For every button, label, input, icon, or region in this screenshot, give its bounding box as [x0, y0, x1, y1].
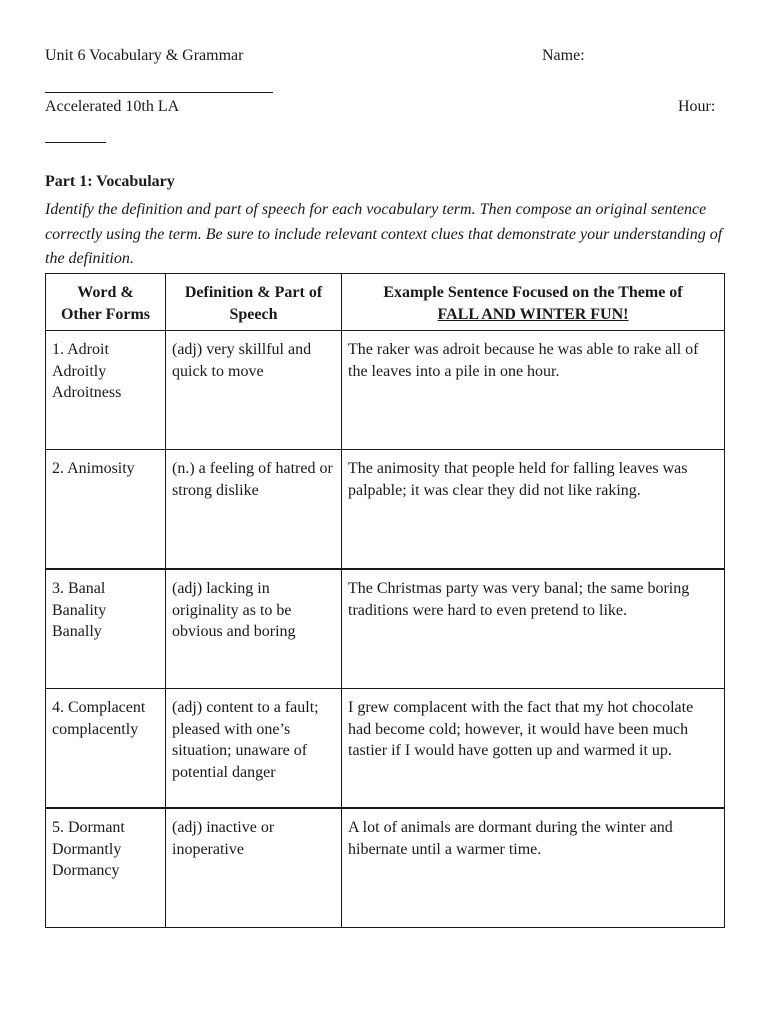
sentence-cell[interactable]: The raker was adroit because he was able to rake all of the leaves into a pile in one hour.	[342, 331, 725, 450]
word-form: Banally	[52, 623, 102, 640]
sentence-cell[interactable]: A lot of animals are dormant during the winter and hibernate until a warmer time.	[342, 808, 725, 928]
header-example-theme: FALL AND WINTER FUN!	[437, 305, 629, 323]
sentence-cell[interactable]: The Christmas party was very banal; the same boring traditions were hard to even pretend to like.	[342, 569, 725, 689]
header-definition	[166, 274, 342, 331]
definition-cell[interactable]: (adj) content to a fault; pleased with one’s situation; unaware of potential danger	[166, 689, 342, 809]
name-label: Name:	[542, 47, 585, 64]
word-cell[interactable]	[46, 689, 166, 809]
word-form: Dormancy	[52, 862, 120, 879]
word-cell[interactable]	[46, 331, 166, 450]
hour-blank-line[interactable]	[45, 142, 106, 143]
definition-cell[interactable]: (adj) lacking in originality as to be obvious and boring	[166, 569, 342, 689]
table-row	[46, 450, 725, 570]
word-form: 1. Adroit	[52, 341, 109, 358]
name-blank-line[interactable]	[45, 92, 273, 93]
sentence-cell[interactable]: I grew complacent with the fact that my hot chocolate had become cold; however, it would have been much tastier if I would have gotten up and warmed it up.	[342, 689, 725, 809]
header-example-sentence	[342, 274, 725, 331]
table-row	[46, 808, 725, 928]
unit-title: Unit 6 Vocabulary & Grammar	[45, 47, 244, 64]
word-form: 5. Dormant	[52, 819, 125, 836]
table-row	[46, 689, 725, 809]
word-form: Dormantly	[52, 840, 122, 858]
header-word-forms-line2: Other Forms	[60, 305, 150, 323]
word-form: 4. Complacent	[52, 699, 146, 716]
word-form: Adroitly	[52, 362, 107, 380]
definition-cell[interactable]: (adj) inactive or inoperative	[166, 808, 342, 928]
part1-title: Part 1: Vocabulary	[45, 173, 175, 190]
word-form: complacently	[52, 720, 139, 738]
word-form: Banality	[52, 601, 107, 619]
class-title: Accelerated 10th LA	[45, 98, 180, 115]
header-definition-line1: Definition & Part of	[184, 284, 323, 301]
table-row	[46, 569, 725, 689]
word-form: 3. Banal	[52, 580, 106, 597]
word-cell[interactable]	[46, 450, 166, 570]
header-example-line1: Example Sentence Focused on the Theme of	[383, 284, 683, 301]
table-row	[46, 331, 725, 450]
hour-label: Hour:	[678, 98, 716, 115]
header-word-forms-line1: Word &	[77, 284, 134, 301]
part1-instructions: Identify the definition and part of speech for each vocabulary term. Then compose an original sentence correctly using the term. Be sure to include relevant context clues that demonstrate your understanding of the definition.	[45, 201, 723, 267]
header-definition-line2: Speech	[229, 305, 278, 323]
word-cell[interactable]	[46, 569, 166, 689]
sentence-cell[interactable]: The animosity that people held for falling leaves was palpable; it was clear they did not like raking.	[342, 450, 725, 570]
word-form: 2. Animosity	[52, 460, 135, 477]
vocabulary-table	[45, 273, 725, 928]
header-word-forms	[46, 274, 166, 331]
definition-cell[interactable]: (n.) a feeling of hatred or strong dislike	[166, 450, 342, 570]
definition-cell[interactable]: (adj) very skillful and quick to move	[166, 331, 342, 450]
word-cell[interactable]	[46, 808, 166, 928]
table-header-row	[46, 274, 725, 331]
word-form: Adroitness	[52, 384, 122, 401]
